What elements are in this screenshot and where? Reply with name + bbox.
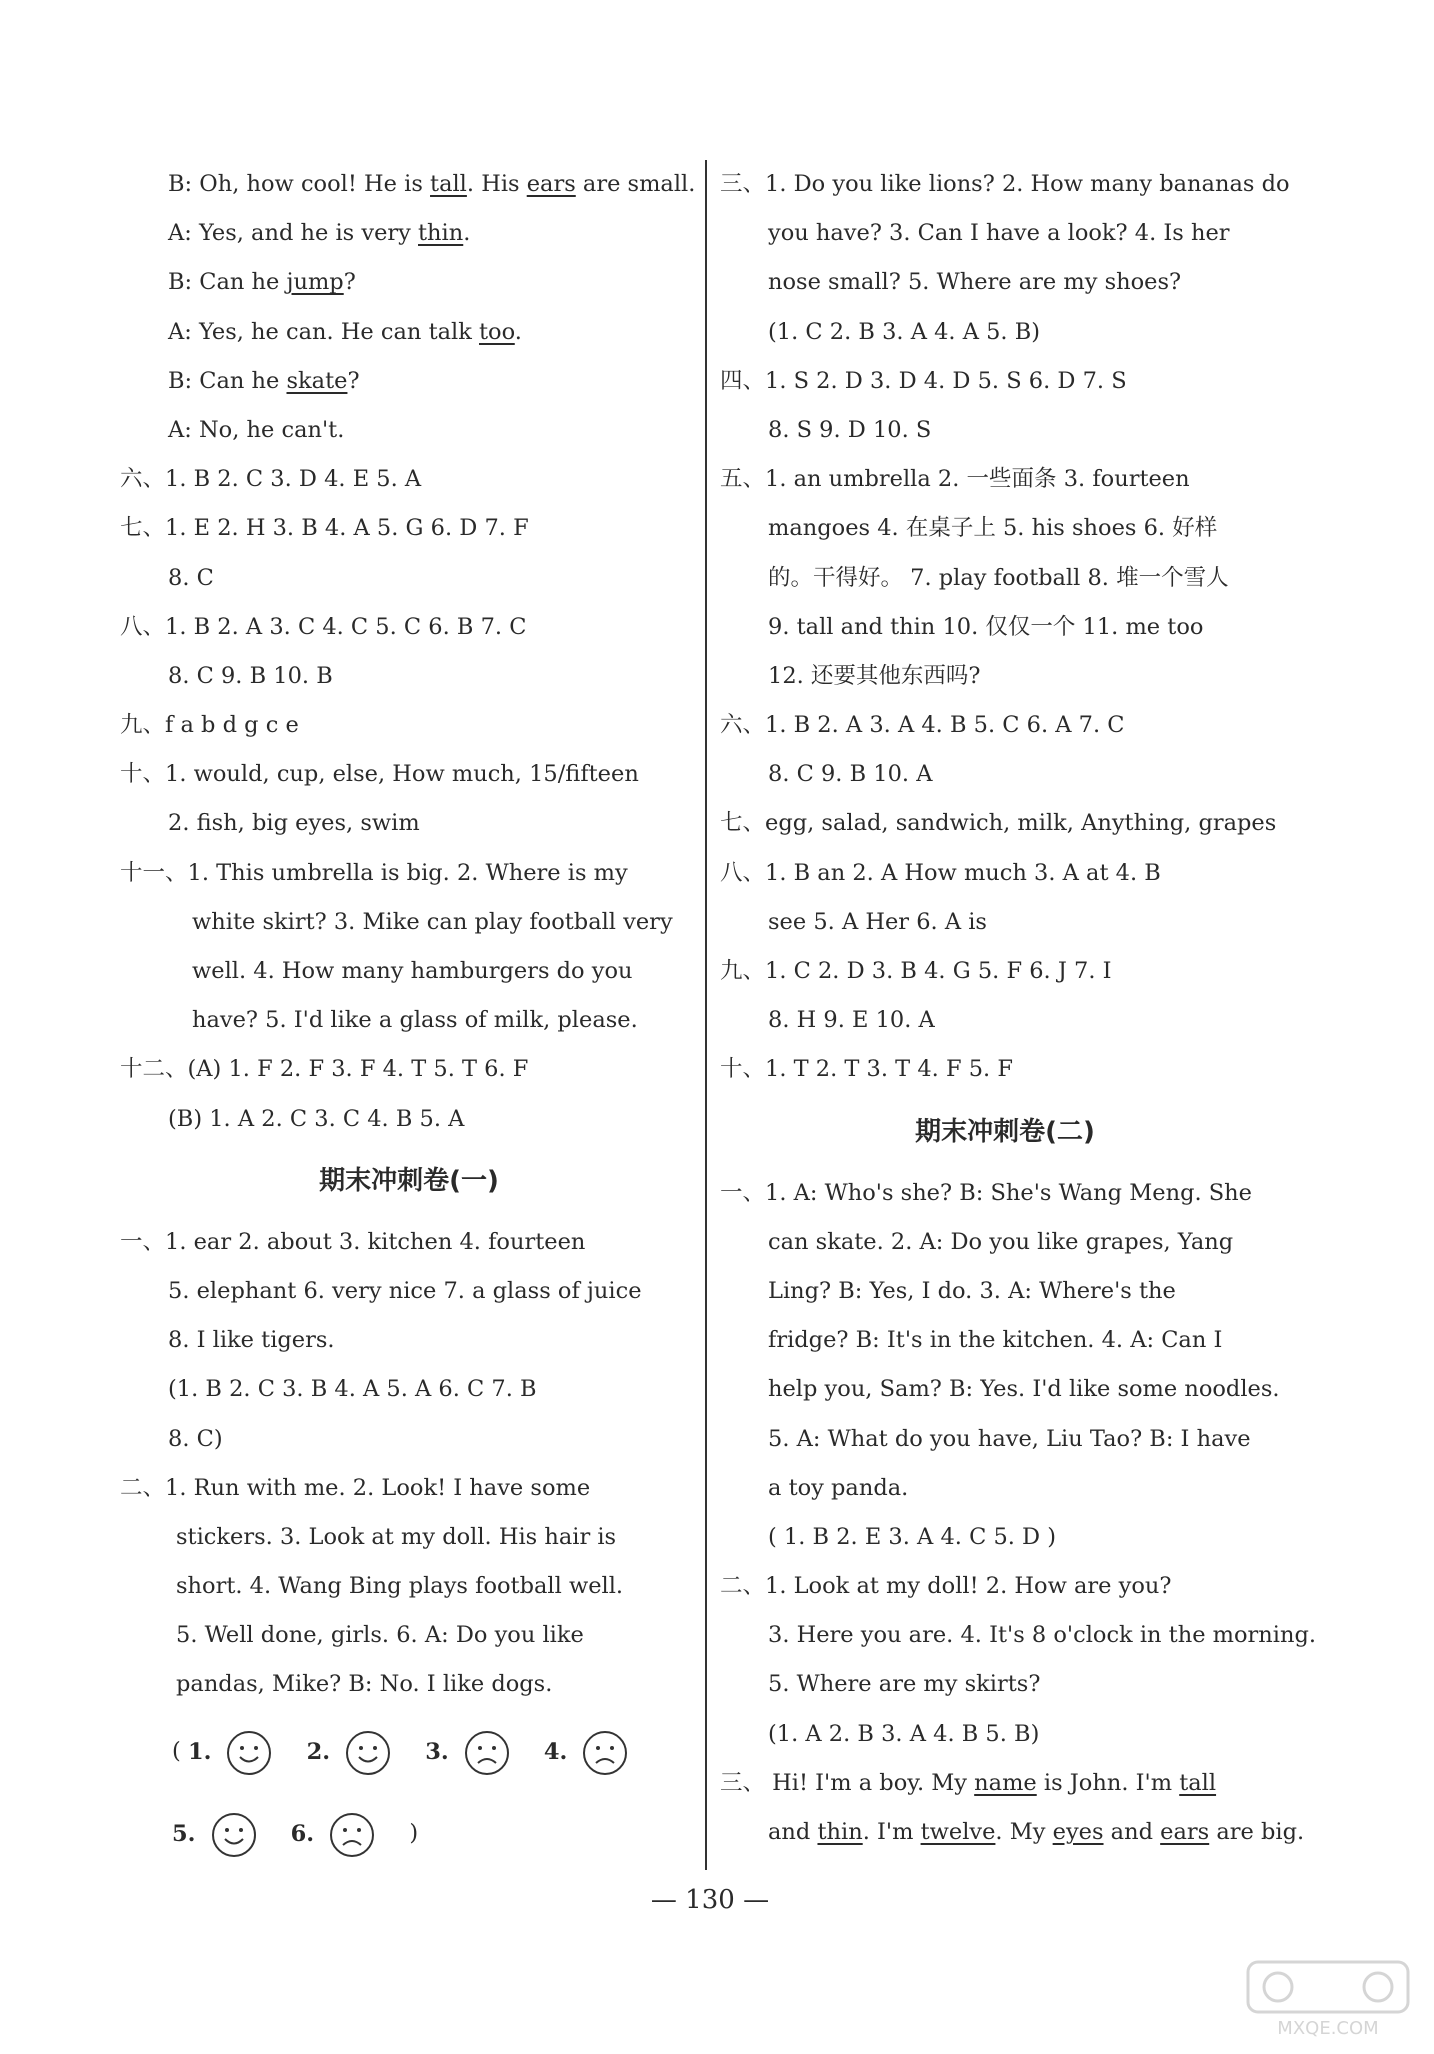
answer-line: 的。干得好。 7. play football 8. 堆一个雪人 bbox=[768, 564, 1229, 591]
answer-line: see 5. A Her 6. A is bbox=[768, 908, 987, 935]
dialogue-line bbox=[120, 209, 698, 258]
answer-line: 8. C 9. B 10. A bbox=[768, 761, 933, 788]
answer-line: 七、egg, salad, sandwich, milk, Anything, grapes bbox=[720, 810, 1277, 837]
smile-face-icon bbox=[210, 1811, 258, 1859]
face-answer bbox=[172, 1793, 258, 1875]
faces-row bbox=[120, 1710, 698, 1792]
answer-line: 二、1. Look at my doll! 2. How are you? bbox=[720, 1573, 1172, 1600]
answer-line: 一、1. ear 2. about 3. kitchen 4. fourteen bbox=[120, 1228, 586, 1255]
faces-row bbox=[120, 1792, 698, 1874]
answer-line: can skate. 2. A: Do you like grapes, Yang bbox=[768, 1228, 1234, 1255]
section-heading: 期末冲刺卷(一) bbox=[319, 1165, 499, 1196]
answer-line: 5. Well done, girls. 6. A: Do you like bbox=[176, 1622, 584, 1649]
dialogue-line bbox=[120, 308, 698, 357]
answer-line: pandas, Mike? B: No. I like dogs. bbox=[176, 1671, 553, 1698]
passage-text: are big. bbox=[1209, 1819, 1305, 1845]
smile-face-icon bbox=[210, 1811, 258, 1859]
answer-line: 九、1. C 2. D 3. B 4. G 5. F 6. J 7. I bbox=[720, 958, 1112, 984]
answer-line: 一、1. A: Who's she? B: She's Wang Meng. She bbox=[720, 1179, 1252, 1206]
watermark-text: MXQE.COM bbox=[1277, 2018, 1379, 2039]
dialogue-line bbox=[120, 406, 698, 455]
face-number: 6. bbox=[290, 1820, 315, 1847]
answer-line: you have? 3. Can I have a look? 4. Is her bbox=[768, 220, 1230, 247]
underlined-word: skate bbox=[286, 367, 348, 394]
dialogue-text: . bbox=[463, 220, 471, 247]
passage-line bbox=[720, 1808, 1305, 1857]
dialogue-text: A: Yes, and he is very bbox=[168, 220, 419, 247]
answer-line: 十、1. would, cup, else, How much, 15/fifteen bbox=[120, 761, 639, 788]
underlined-word: ears bbox=[526, 171, 576, 197]
underlined-word: name bbox=[974, 1769, 1037, 1796]
frown-face-icon bbox=[581, 1729, 629, 1777]
answer-line: 六、1. B 2. A 3. A 4. B 5. C 6. A 7. C bbox=[720, 712, 1125, 739]
answer-line: 四、1. S 2. D 3. D 4. D 5. S 6. D 7. S bbox=[720, 367, 1127, 394]
answer-line: 5. elephant 6. very nice 7. a glass of juice bbox=[168, 1277, 642, 1304]
passage-text: 三、 Hi! I'm a boy. My bbox=[720, 1769, 975, 1796]
answer-line: (1. A 2. B 3. A 4. B 5. B) bbox=[768, 1720, 1040, 1747]
underlined-word: jump bbox=[286, 269, 344, 296]
section-heading: 期末冲刺卷(二) bbox=[915, 1116, 1095, 1147]
answer-line: 12. 还要其他东西吗? bbox=[768, 662, 981, 689]
dialogue-text: A: Yes, he can. He can talk bbox=[168, 318, 480, 345]
smile-face-icon bbox=[225, 1729, 273, 1777]
underlined-word: ears bbox=[1160, 1819, 1210, 1845]
answer-line: have? 5. I'd like a glass of milk, please. bbox=[192, 1007, 638, 1034]
answer-line: 8. C) bbox=[168, 1425, 223, 1452]
underlined-word: thin bbox=[817, 1819, 863, 1845]
column-divider bbox=[705, 160, 707, 1870]
dialogue-text: . His bbox=[466, 171, 527, 197]
passage-text: . My bbox=[995, 1819, 1053, 1845]
face-number: 5. bbox=[172, 1820, 196, 1847]
passage-text: . I'm bbox=[862, 1819, 921, 1845]
underlined-word: eyes bbox=[1052, 1819, 1104, 1845]
dialogue-text: B: Oh, how cool! He is bbox=[168, 171, 431, 197]
paren-open: ( bbox=[172, 1737, 181, 1764]
frown-face-icon bbox=[463, 1729, 511, 1777]
answer-line: 8. C bbox=[168, 564, 214, 591]
face-answer bbox=[544, 1711, 630, 1793]
dialogue-text: ? bbox=[347, 367, 360, 394]
answer-line: 8. I like tigers. bbox=[168, 1327, 335, 1354]
underlined-word: twelve bbox=[920, 1819, 996, 1845]
underlined-word: tall bbox=[430, 171, 467, 197]
answer-line: fridge? B: It's in the kitchen. 4. A: Can I bbox=[768, 1327, 1223, 1354]
face-number: 4. bbox=[543, 1738, 568, 1765]
dialogue-text: . bbox=[514, 318, 522, 345]
answer-line: ( 1. B 2. E 3. A 4. C 5. D ) bbox=[768, 1523, 1057, 1550]
watermark-logo-icon bbox=[1238, 1952, 1418, 2042]
answer-line: Ling? B: Yes, I do. 3. A: Where's the bbox=[768, 1277, 1176, 1304]
smile-face-icon bbox=[344, 1729, 392, 1777]
face-answer bbox=[425, 1711, 511, 1793]
frown-face-icon bbox=[581, 1729, 629, 1777]
answer-line: help you, Sam? B: Yes. I'd like some noodles. bbox=[768, 1376, 1280, 1403]
answer-line: 六、1. B 2. C 3. D 4. E 5. A bbox=[120, 466, 422, 493]
underlined-word: tall bbox=[1179, 1769, 1217, 1796]
dialogue-text: A: No, he can't. bbox=[168, 416, 345, 443]
dialogue-text: ? bbox=[343, 269, 356, 296]
answer-line: nose small? 5. Where are my shoes? bbox=[768, 269, 1182, 296]
passage-text: and bbox=[768, 1819, 818, 1845]
answer-line: 八、1. B 2. A 3. C 4. C 5. C 6. B 7. C bbox=[120, 613, 527, 640]
answer-line: stickers. 3. Look at my doll. His hair is bbox=[176, 1523, 617, 1550]
frown-face-icon bbox=[328, 1811, 376, 1859]
dialogue-text: B: Can he bbox=[168, 367, 287, 394]
answer-line: 3. Here you are. 4. It's 8 o'clock in the morning. bbox=[768, 1622, 1317, 1649]
passage-text: and bbox=[1103, 1819, 1161, 1845]
right-column bbox=[720, 160, 1317, 1857]
answer-line: (1. B 2. C 3. B 4. A 5. A 6. C 7. B bbox=[168, 1376, 537, 1403]
underlined-word: thin bbox=[418, 220, 464, 247]
answer-line: 八、1. B an 2. A How much 3. A at 4. B bbox=[720, 859, 1161, 886]
passage-text: is John. I'm bbox=[1036, 1769, 1180, 1796]
face-number: 2. bbox=[306, 1738, 331, 1765]
face-answer bbox=[291, 1793, 377, 1875]
frown-face-icon bbox=[328, 1811, 376, 1859]
answer-line: 十、1. T 2. T 3. T 4. F 5. F bbox=[720, 1056, 1013, 1083]
answer-line: 5. Where are my skirts? bbox=[768, 1671, 1041, 1698]
answer-line: 9. tall and thin 10. 仅仅一个 11. me too bbox=[768, 613, 1204, 640]
page-number: — 130 — bbox=[650, 1885, 770, 1915]
underlined-word: too bbox=[479, 318, 515, 345]
answer-line: 十二、(A) 1. F 2. F 3. F 4. T 5. T 6. F bbox=[120, 1056, 529, 1083]
answer-line: 三、1. Do you like lions? 2. How many bananas do bbox=[720, 171, 1290, 197]
answer-line: 十一、1. This umbrella is big. 2. Where is my bbox=[120, 859, 628, 886]
dialogue-line bbox=[120, 160, 698, 209]
answer-line: 五、1. an umbrella 2. 一些面条 3. fourteen bbox=[720, 466, 1190, 493]
left-column bbox=[120, 160, 698, 1874]
answer-line: (1. C 2. B 3. A 4. A 5. B) bbox=[768, 318, 1041, 345]
answer-line: 二、1. Run with me. 2. Look! I have some bbox=[120, 1474, 591, 1501]
paren-close: ) bbox=[409, 1819, 419, 1846]
dialogue-line bbox=[120, 258, 698, 307]
answer-line: 5. A: What do you have, Liu Tao? B: I have bbox=[768, 1425, 1251, 1452]
dialogue-text: are small. bbox=[575, 171, 696, 197]
face-answer bbox=[188, 1711, 274, 1793]
smile-face-icon bbox=[225, 1729, 273, 1777]
answer-line: 8. S 9. D 10. S bbox=[768, 416, 932, 443]
dialogue-line bbox=[120, 357, 698, 406]
answer-line: 8. C 9. B 10. B bbox=[168, 662, 333, 689]
answer-line: 2. fish, big eyes, swim bbox=[168, 810, 420, 837]
dialogue-text: B: Can he bbox=[168, 269, 287, 296]
answer-line: 九、f a b d g c e bbox=[120, 712, 299, 739]
answer-line: well. 4. How many hamburgers do you bbox=[192, 958, 633, 984]
answer-line: 8. H 9. E 10. A bbox=[768, 1007, 935, 1034]
answer-line: mangoes 4. 在桌子上 5. his shoes 6. 好样 bbox=[768, 515, 1218, 542]
face-answer bbox=[307, 1711, 393, 1793]
frown-face-icon bbox=[463, 1729, 511, 1777]
face-number: 3. bbox=[425, 1738, 449, 1765]
answer-line: a toy panda. bbox=[768, 1474, 909, 1501]
answer-line: (B) 1. A 2. C 3. C 4. B 5. A bbox=[168, 1105, 465, 1132]
face-number: 1. bbox=[187, 1738, 212, 1765]
answer-line: white skirt? 3. Mike can play football very bbox=[192, 908, 673, 935]
answer-line: 七、1. E 2. H 3. B 4. A 5. G 6. D 7. F bbox=[120, 515, 529, 542]
answer-line: short. 4. Wang Bing plays football well. bbox=[176, 1573, 624, 1600]
smile-face-icon bbox=[344, 1729, 392, 1777]
passage-line bbox=[720, 1759, 1290, 1808]
